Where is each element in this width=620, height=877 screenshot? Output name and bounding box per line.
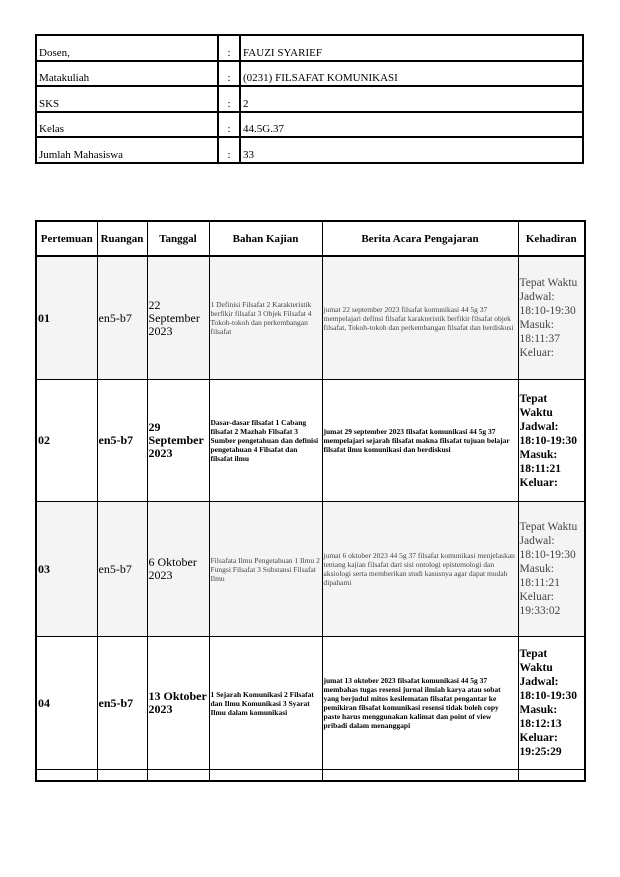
table-row (36, 380, 585, 502)
empty-cell (322, 770, 518, 782)
header-kehadiran: Kehadiran (518, 221, 585, 256)
table-row (36, 256, 585, 380)
room: en5-b7 (97, 256, 147, 380)
attendance: Tepat Waktu Jadwal: 18:10-19:30 Masuk: 18:12:13 Keluar: 19:25:29 (518, 637, 585, 770)
header-tanggal: Tanggal (147, 221, 209, 256)
info-key: Jumlah Mahasiswa (36, 137, 218, 163)
info-row-sks (36, 86, 583, 112)
room: en5-b7 (97, 502, 147, 637)
table-row (36, 637, 585, 770)
empty-cell (147, 770, 209, 782)
info-separator: : (218, 86, 240, 112)
meeting-number: 01 (36, 256, 97, 380)
info-value-matakuliah: (0231) FILSAFAT KOMUNIKASI (240, 61, 583, 87)
empty-cell (518, 770, 585, 782)
course-info-table (35, 34, 584, 164)
header-bahan-kajian: Bahan Kajian (209, 221, 322, 256)
teaching-report: jumat 22 september 2023 filsafat komunikasi 44 5g 37 mempelajari definsi filsafat karakteristik berfikir filsafat objek filsafat, Tokoh-tokoh dan perkembangan filsafat dan berdiskusi (322, 256, 518, 380)
empty-cell (209, 770, 322, 782)
info-separator: : (218, 137, 240, 163)
empty-cell (97, 770, 147, 782)
room: en5-b7 (97, 380, 147, 502)
meeting-number: 03 (36, 502, 97, 637)
info-row-jumlah (36, 137, 583, 163)
attendance: Tepat Waktu Jadwal: 18:10-19:30 Masuk: 18:11:21 Keluar: (518, 380, 585, 502)
schedule-table (35, 220, 586, 782)
info-row-matakuliah (36, 61, 583, 87)
topic: 1 Definisi Filsafat 2 Karakteristik berfikir filsafat 3 Objek Filsafat 4 Tokoh-tokoh dan perkembangan filsafat (209, 256, 322, 380)
empty-cell (36, 770, 97, 782)
teaching-report: jumat 29 september 2023 filsafat komunikasi 44 5g 37 mempelajari sejarah filsafat makna filsafat tujuan belajar filsafat ilmu komunikasi dan berdiskusi (322, 380, 518, 502)
teaching-report: jumat 6 oktober 2023 44 5g 37 filsafat komunikasi menjelaskan tentang kajian filsafat dari sisi ontologi epistemologi dan aksiologi serta memberikan studi kasusnya agar dapat mudah dipahami (322, 502, 518, 637)
room: en5-b7 (97, 637, 147, 770)
info-value-kelas: 44.5G.37 (240, 112, 583, 138)
info-row-kelas (36, 112, 583, 138)
header-ruangan: Ruangan (97, 221, 147, 256)
date: 13 Oktober 2023 (147, 637, 209, 770)
date: 22 September 2023 (147, 256, 209, 380)
info-value-dosen: FAUZI SYARIEF (240, 35, 583, 61)
info-key: Dosen, (36, 35, 218, 61)
meeting-number: 02 (36, 380, 97, 502)
table-row (36, 502, 585, 637)
info-row-dosen (36, 35, 583, 61)
info-value-sks: 2 (240, 86, 583, 112)
info-key: SKS (36, 86, 218, 112)
header-pertemuan: Pertemuan (36, 221, 97, 256)
attendance: Tepat Waktu Jadwal: 18:10-19:30 Masuk: 18:11:21 Keluar: 19:33:02 (518, 502, 585, 637)
info-value-jumlah: 33 (240, 137, 583, 163)
topic: Dasar-dasar filsafat 1 Cabang filsafat 2 Mazhab Filsafat 3 Sumber pengetahuan dan definisi pengetahuan 4 Filsafat dan filsafat ilmu (209, 380, 322, 502)
teaching-report: jumat 13 oktober 2023 filsafat komunikasi 44 5g 37 membahas tugas resensi jurnal ilmiah karya atau sobat yang berjudul mitos kesilematan filsafat pengantar ke pemikiran filsafat komunikasi resensi tidak boleh copy paste harus menggunakan kalimat dan point of view pribadi dalam menanggapi (322, 637, 518, 770)
header-berita-acara: Berita Acara Pengajaran (322, 221, 518, 256)
table-row-continuation (36, 770, 585, 782)
meeting-number: 04 (36, 637, 97, 770)
info-key: Matakuliah (36, 61, 218, 87)
topic: 1 Sejarah Komunikasi 2 Filsafat dan Ilmu Komunikasi 3 Syarat Ilmu dalam komunikasi (209, 637, 322, 770)
info-separator: : (218, 35, 240, 61)
attendance: Tepat Waktu Jadwal: 18:10-19:30 Masuk: 18:11:37 Keluar: (518, 256, 585, 380)
date: 29 September 2023 (147, 380, 209, 502)
info-separator: : (218, 112, 240, 138)
schedule-header-row (36, 221, 585, 256)
topic: Filsafata Ilmu Pengetahuan 1 Ilmu 2 Fungsi Filsafat 3 Substansi Filsafat Ilmu (209, 502, 322, 637)
info-separator: : (218, 61, 240, 87)
info-key: Kelas (36, 112, 218, 138)
date: 6 Oktober 2023 (147, 502, 209, 637)
